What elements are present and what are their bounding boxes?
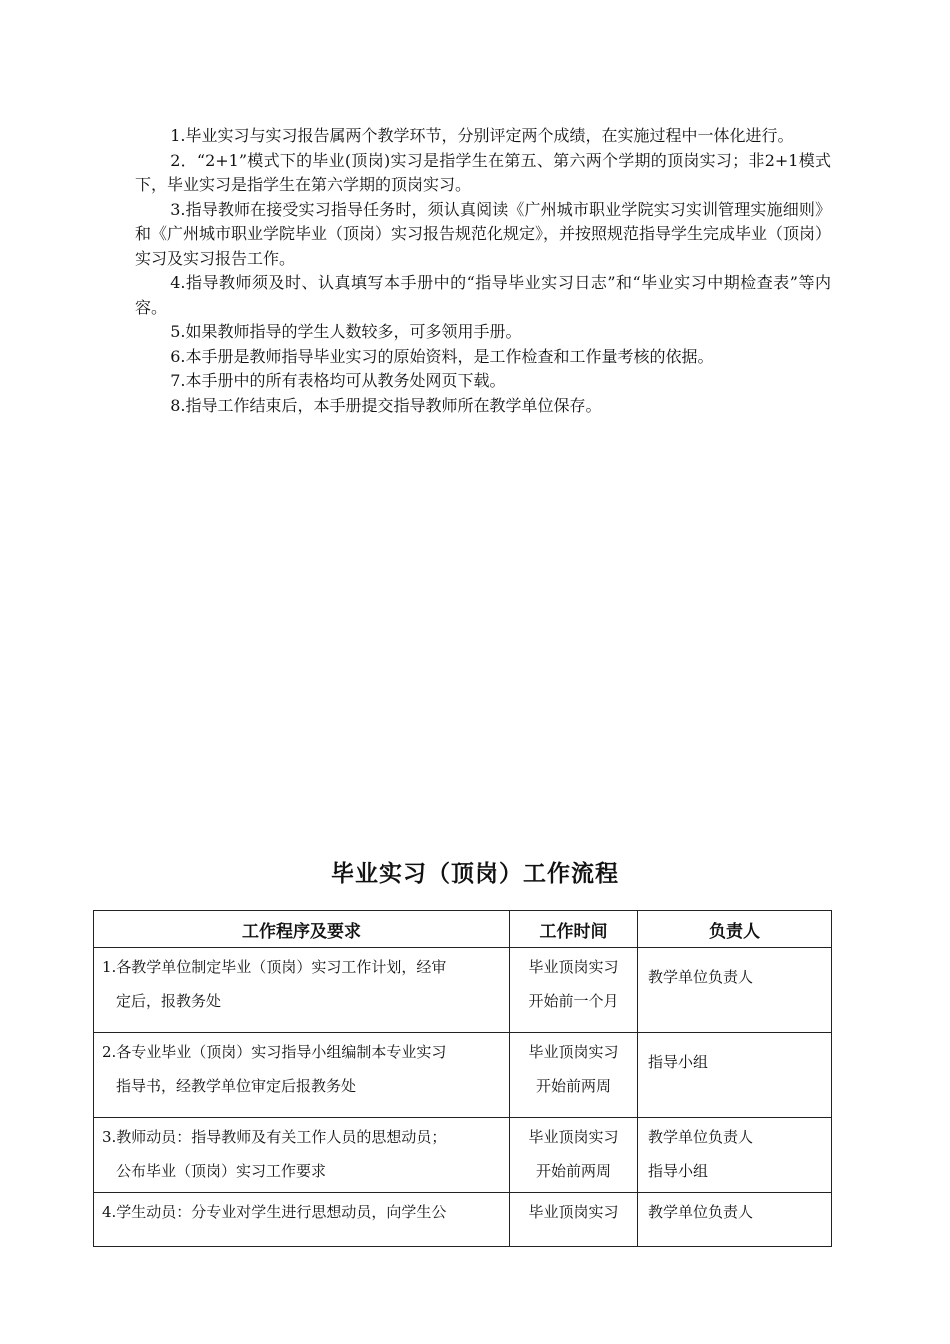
procedure-cell: [94, 1193, 510, 1247]
table-row: [94, 1118, 832, 1193]
workflow-title: 毕业实习（顶岗）工作流程: [331, 861, 619, 887]
owner-cell: [638, 948, 832, 1033]
instruction-item: 4.指导教师须及时、认真填写本手册中的“指导毕业实习日志”和“毕业实习中期检查表”等内容。: [135, 273, 831, 317]
table-row: [94, 1033, 832, 1118]
column-header-time: 工作时间: [510, 911, 638, 948]
owner-text: 教学单位负责人: [648, 968, 754, 986]
workflow-table: [93, 910, 832, 1247]
time-text: 毕业顶岗实习: [528, 1128, 619, 1146]
instruction-item: 5.如果教师指导的学生人数较多，可多领用手册。: [170, 322, 522, 341]
time-cell: [510, 1033, 638, 1118]
owner-cell: [638, 1193, 832, 1247]
instruction-item: 3.指导教师在接受实习指导任务时，须认真阅读《广州城市职业学院实习实训管理实施细则》和《广州城市职业学院毕业（顶岗）实习报告规范化规定》，并按照规范指导学生完成毕业（顶岗）实习及实习报告工作。: [135, 199, 832, 268]
owner-text: 指导小组: [648, 1053, 709, 1071]
time-text: 毕业顶岗实习: [528, 1203, 619, 1221]
owner-text: 教学单位负责人: [648, 1128, 754, 1146]
time-text: 开始前一个月: [528, 992, 619, 1010]
time-cell: [510, 1193, 638, 1247]
procedure-cell: [94, 1118, 510, 1193]
table-row: [94, 948, 832, 1033]
instruction-item: 7.本手册中的所有表格均可从教务处网页下载。: [170, 371, 506, 390]
procedure-text: 公布毕业（顶岗）实习工作要求: [116, 1162, 327, 1180]
column-header-owner: 负责人: [638, 911, 832, 948]
time-text: 开始前两周: [535, 1162, 611, 1180]
owner-text: 教学单位负责人: [648, 1203, 754, 1221]
time-cell: [510, 1118, 638, 1193]
time-cell: [510, 948, 638, 1033]
procedure-text: 1.各教学单位制定毕业（顶岗）实习工作计划，经审: [102, 958, 447, 976]
procedure-text: 3.教师动员：指导教师及有关工作人员的思想动员；: [102, 1128, 447, 1146]
time-text: 开始前两周: [535, 1077, 611, 1095]
instruction-item: 1.毕业实习与实习报告属两个教学环节，分别评定两个成绩，在实施过程中一体化进行。: [170, 126, 794, 145]
time-text: 毕业顶岗实习: [528, 958, 619, 976]
table-row: [94, 1193, 832, 1247]
owner-cell: [638, 1033, 832, 1118]
instruction-item: 6.本手册是教师指导毕业实习的原始资料，是工作检查和工作量考核的依据。: [170, 346, 714, 366]
instructions-section: [135, 124, 831, 418]
owner-cell: [638, 1118, 832, 1193]
procedure-text: 定后，报教务处: [116, 992, 222, 1010]
owner-text: 指导小组: [648, 1162, 709, 1180]
procedure-text: 2.各专业毕业（顶岗）实习指导小组编制本专业实习: [102, 1043, 447, 1061]
procedure-cell: [94, 948, 510, 1033]
instruction-item: 2．“2+1”模式下的毕业(顶岗)实习是指学生在第五、第六两个学期的顶岗实习；非2+1模式下，毕业实习是指学生在第六学期的顶岗实习。: [135, 150, 831, 194]
procedure-text: 4.学生动员：分专业对学生进行思想动员，向学生公: [102, 1203, 447, 1221]
procedure-text: 指导书，经教学单位审定后报教务处: [116, 1077, 357, 1095]
column-header-procedure: 工作程序及要求: [94, 911, 510, 948]
instruction-item: 8.指导工作结束后，本手册提交指导教师所在教学单位保存。: [170, 395, 602, 415]
table-header-row: [94, 911, 832, 948]
procedure-cell: [94, 1033, 510, 1118]
time-text: 毕业顶岗实习: [528, 1043, 619, 1061]
